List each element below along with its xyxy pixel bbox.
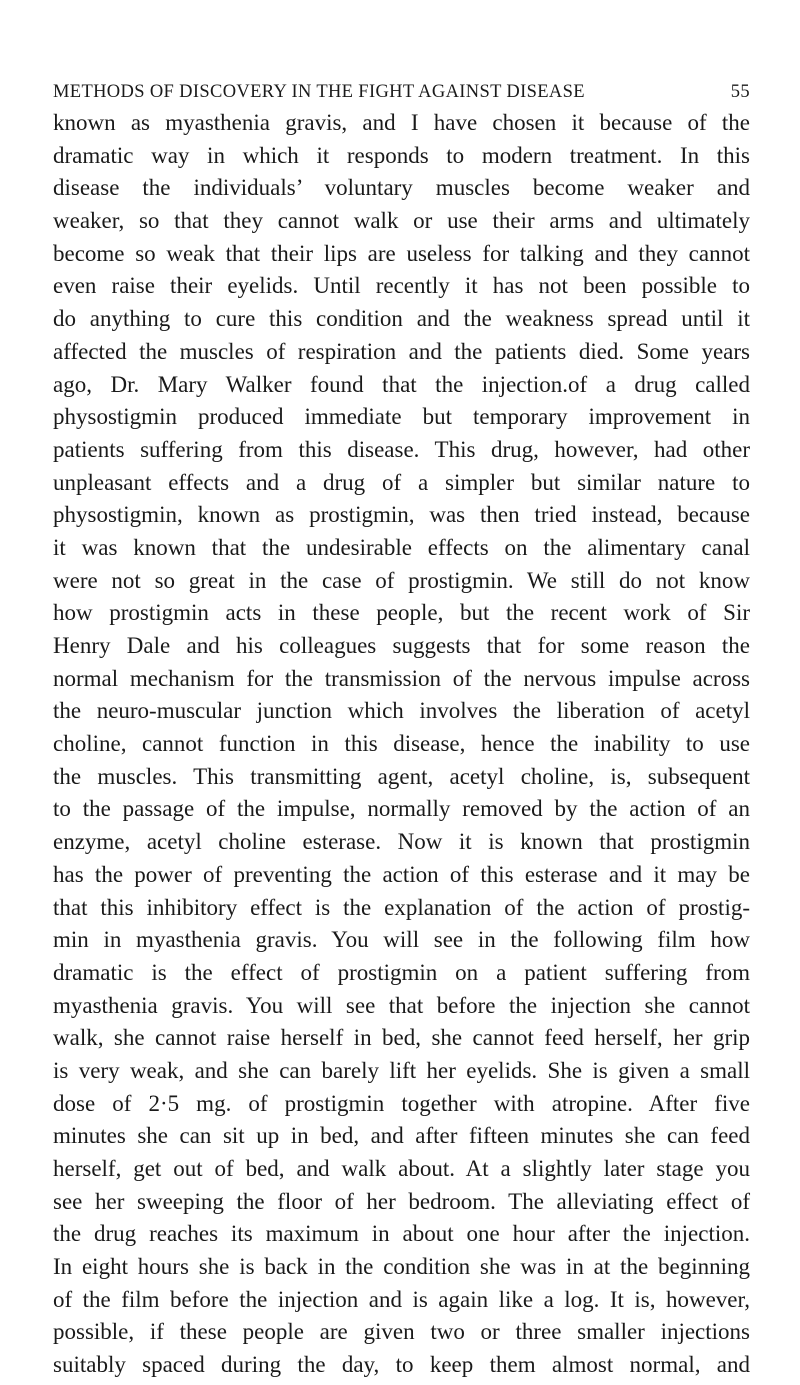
text-line: to the passage of the impulse, normally removed by the action of an	[53, 796, 750, 822]
text-line: minutes she can sit up in bed, and after fifteen minutes she can feed	[53, 1123, 750, 1149]
text-line: how prostigmin acts in these people, but the recent work of Sir	[53, 600, 750, 626]
text-line: physostigmin, known as prostigmin, was then tried instead, because	[53, 502, 750, 528]
text-line: has the power of preventing the action of this esterase and it may be	[53, 861, 750, 887]
text-line: dose of 2·5 mg. of prostigmin together with atropine. After five	[53, 1090, 750, 1116]
text-line: myasthenia gravis. You will see that before the injection she cannot	[53, 992, 750, 1018]
text-line: the drug reaches its maximum in about one hour after the injection.	[53, 1221, 750, 1247]
text-line: walk, she cannot raise herself in bed, she cannot feed herself, her grip	[53, 1025, 750, 1051]
text-line: it was known that the undesirable effects on the alimentary canal	[53, 534, 750, 560]
text-line: is very weak, and she can barely lift her eyelids. She is given a small	[53, 1057, 750, 1083]
text-line: possible, if these people are given two or three smaller injections	[53, 1319, 750, 1345]
text-line: do anything to cure this condition and the weakness spread until it	[53, 306, 750, 332]
text-line: known as myasthenia gravis, and I have chosen it because of the	[53, 110, 750, 135]
text-line: physostigmin produced immediate but temporary improvement in	[53, 404, 750, 430]
text-line: Henry Dale and his colleagues suggests that for some reason the	[53, 633, 750, 658]
text-line: the neuro-muscular junction which involves the liberation of acetyl	[53, 698, 750, 724]
text-line: In eight hours she is back in the condition she was in at the beginning	[53, 1254, 750, 1280]
text-line: the muscles. This transmitting agent, acetyl choline, is, subsequent	[53, 763, 750, 789]
page-number: 55	[730, 82, 750, 102]
text-line: disease the individuals’ voluntary muscles become weaker and	[53, 175, 750, 201]
text-line: of the film before the injection and is again like a log. It is, however,	[53, 1286, 750, 1312]
text-line: become so weak that their lips are useless for talking and they cannot	[53, 240, 750, 266]
text-line: suitably spaced during the day, to keep them almost normal, and	[53, 1352, 750, 1378]
text-line: choline, cannot function in this disease, hence the inability to use	[53, 731, 750, 757]
text-line: normal mechanism for the transmission of the nervous impulse across	[53, 665, 750, 691]
text-line: min in myasthenia gravis. You will see in the following film how	[53, 927, 750, 953]
body-paragraph	[53, 107, 750, 1382]
text-line: enzyme, acetyl choline esterase. Now it is known that prostigmin	[53, 829, 750, 855]
text-line: weaker, so that they cannot walk or use their arms and ultimately	[53, 208, 750, 234]
text-line: that this inhibitory effect is the explanation of the action of prostig-	[53, 894, 750, 920]
text-line: dramatic way in which it responds to modern treatment. In this	[53, 142, 750, 168]
text-line: ago, Dr. Mary Walker found that the injection.of a drug called	[53, 371, 750, 397]
text-line: unpleasant effects and a drug of a simpler but similar nature to	[53, 469, 750, 495]
text-line: see her sweeping the floor of her bedroom. The alleviating effect of	[53, 1188, 750, 1214]
running-header-title: METHODS OF DISCOVERY IN THE FIGHT AGAINST DISEASE	[53, 82, 585, 102]
text-line: even raise their eyelids. Until recently it has not been possible to	[53, 273, 750, 299]
text-line: dramatic is the effect of prostigmin on a patient suffering from	[53, 959, 750, 985]
text-line: patients suffering from this disease. This drug, however, had other	[53, 436, 750, 462]
text-line: were not so great in the case of prostigmin. We still do not know	[53, 567, 750, 593]
text-line: herself, get out of bed, and walk about. At a slightly later stage you	[53, 1156, 750, 1181]
text-line: affected the muscles of respiration and the patients died. Some years	[53, 338, 750, 364]
